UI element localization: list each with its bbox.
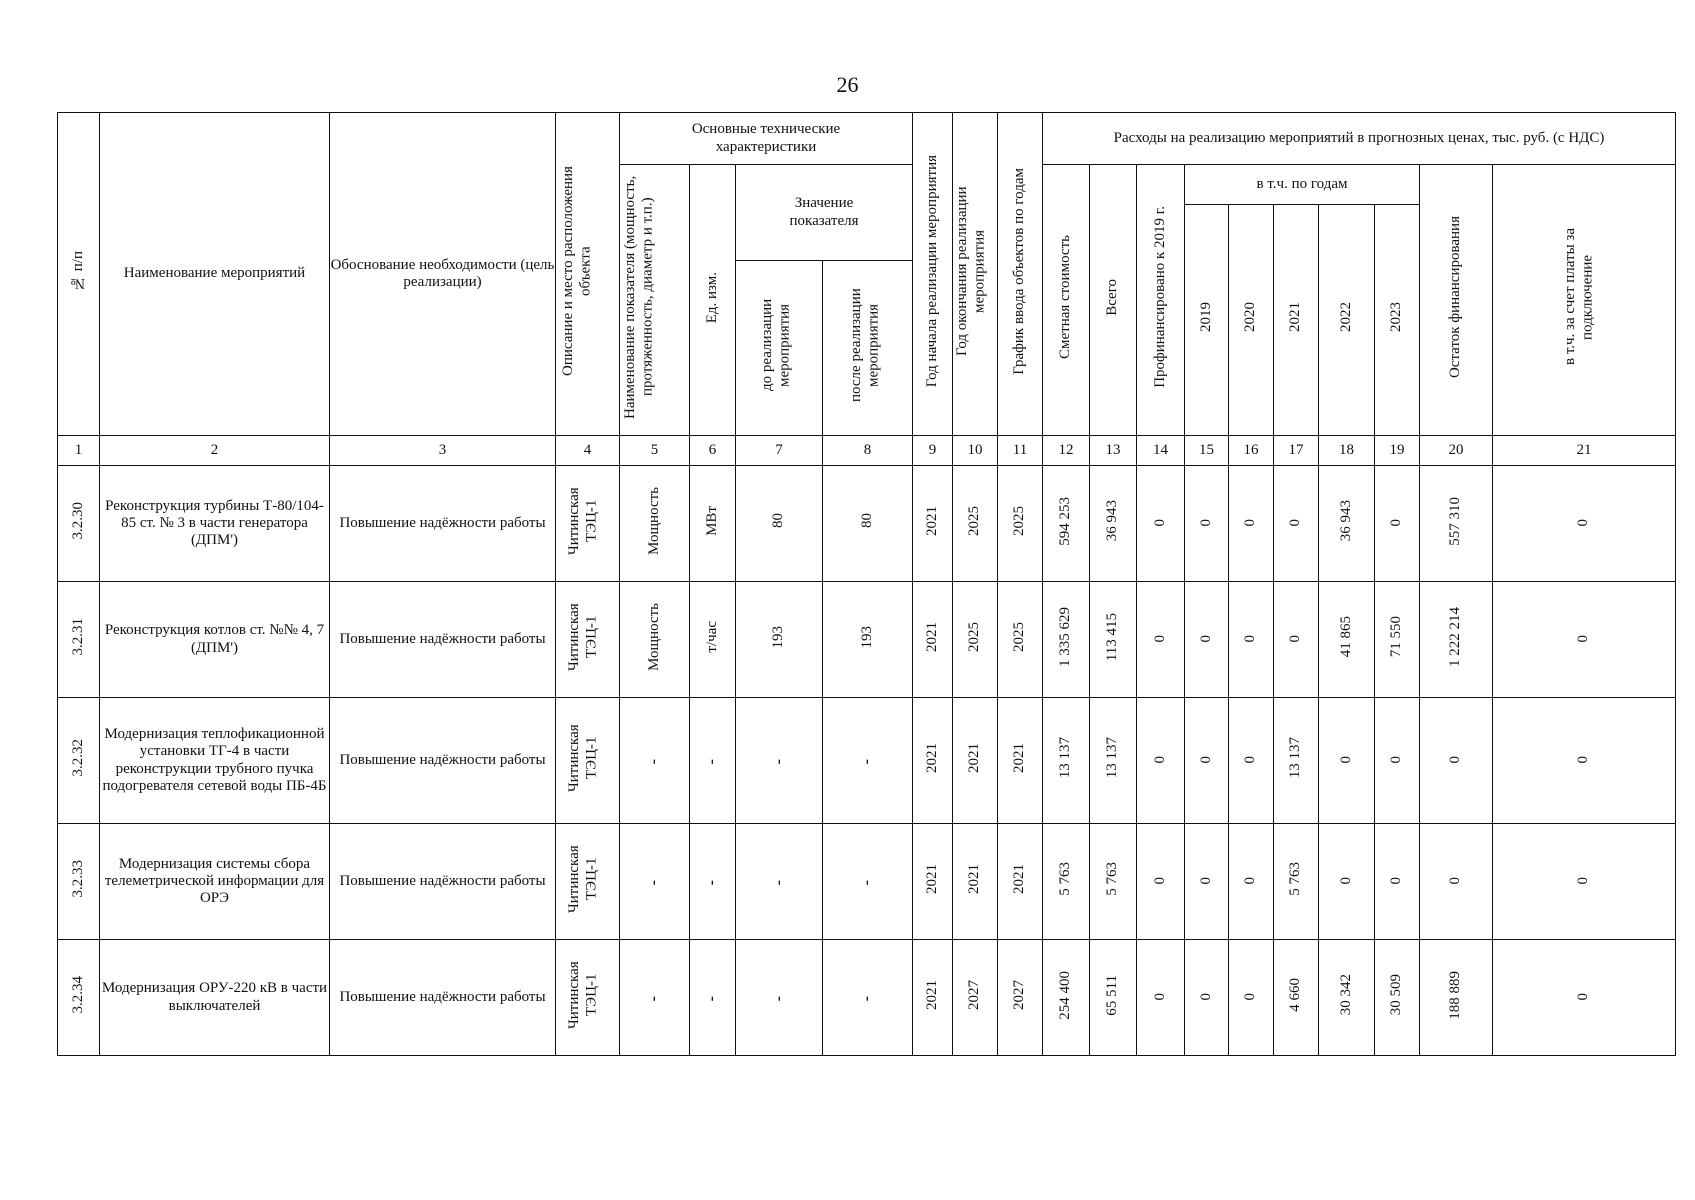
column-number: 3 (330, 436, 556, 466)
funded-before-2019: 0 (1137, 698, 1185, 824)
column-number: 16 (1229, 436, 1274, 466)
end-year: 2021 (953, 698, 998, 824)
event-location: Читинская ТЭЦ-1 (556, 698, 620, 824)
header-reason: Обоснование необходимости (цель реализации) (330, 113, 556, 436)
estimate-cost: 1 335 629 (1043, 582, 1090, 698)
connection-fee-share: 0 (1493, 940, 1676, 1056)
table-row (58, 698, 1676, 824)
column-number: 7 (736, 436, 823, 466)
cost-2023: 0 (1375, 466, 1420, 582)
estimate-cost: 254 400 (1043, 940, 1090, 1056)
remaining-funding: 557 310 (1420, 466, 1493, 582)
table-row (58, 582, 1676, 698)
column-number: 10 (953, 436, 998, 466)
indicator-name: - (620, 824, 690, 940)
event-reason: Повышение надёжности работы (330, 582, 556, 698)
cost-2019: 0 (1185, 824, 1229, 940)
cost-2019: 0 (1185, 466, 1229, 582)
cost-2021: 0 (1274, 466, 1319, 582)
funded-before-2019: 0 (1137, 824, 1185, 940)
event-location: Читинская ТЭЦ-1 (556, 466, 620, 582)
column-number: 4 (556, 436, 620, 466)
event-location: Читинская ТЭЦ-1 (556, 940, 620, 1056)
row-number: 3.2.34 (58, 940, 100, 1056)
indicator-unit: - (690, 698, 736, 824)
cost-2023: 30 509 (1375, 940, 1420, 1056)
row-number: 3.2.30 (58, 466, 100, 582)
header-year-2023: 2023 (1375, 205, 1420, 436)
cost-2021: 13 137 (1274, 698, 1319, 824)
remaining-funding: 1 222 214 (1420, 582, 1493, 698)
value-after: - (823, 940, 913, 1056)
end-year: 2027 (953, 940, 998, 1056)
header-indicator: Наименование показателя (мощность, протяженность, диаметр и т.п.) (620, 165, 690, 436)
indicator-name: Мощность (620, 582, 690, 698)
indicator-unit: МВт (690, 466, 736, 582)
cost-2022: 0 (1319, 698, 1375, 824)
header-tech-group: Основные технические характеристики (620, 113, 913, 165)
column-number: 12 (1043, 436, 1090, 466)
event-reason: Повышение надёжности работы (330, 824, 556, 940)
event-name: Модернизация системы сбора телеметрической информации для ОРЭ (100, 824, 330, 940)
column-number: 14 (1137, 436, 1185, 466)
remaining-funding: 0 (1420, 824, 1493, 940)
connection-fee-share: 0 (1493, 824, 1676, 940)
column-number: 13 (1090, 436, 1137, 466)
end-year: 2025 (953, 466, 998, 582)
investment-table (57, 112, 1676, 1056)
header-year-2021: 2021 (1274, 205, 1319, 436)
value-before: 80 (736, 466, 823, 582)
indicator-unit: т/час (690, 582, 736, 698)
header-estimate: Сметная стоимость (1043, 165, 1090, 436)
column-number: 21 (1493, 436, 1676, 466)
header-remainder: Остаток финансирования (1420, 165, 1493, 436)
column-number: 9 (913, 436, 953, 466)
funded-before-2019: 0 (1137, 582, 1185, 698)
header-year-2022: 2022 (1319, 205, 1375, 436)
header-start-year: Год начала реализации мероприятия (913, 113, 953, 436)
event-reason: Повышение надёжности работы (330, 698, 556, 824)
column-number: 15 (1185, 436, 1229, 466)
column-number: 17 (1274, 436, 1319, 466)
value-before: - (736, 698, 823, 824)
header-location: Описание и место расположения объекта (556, 113, 620, 436)
value-before: 193 (736, 582, 823, 698)
header-num: № п/п (58, 113, 100, 436)
cost-2022: 41 865 (1319, 582, 1375, 698)
header-year-2020: 2020 (1229, 205, 1274, 436)
column-number: 18 (1319, 436, 1375, 466)
header-year-2019: 2019 (1185, 205, 1229, 436)
value-before: - (736, 824, 823, 940)
header-connection: в т.ч. за счет платы за подключение (1493, 165, 1676, 436)
start-year: 2021 (913, 698, 953, 824)
connection-fee-share: 0 (1493, 466, 1676, 582)
remaining-funding: 188 889 (1420, 940, 1493, 1056)
row-number: 3.2.32 (58, 698, 100, 824)
end-year: 2021 (953, 824, 998, 940)
total-cost: 113 415 (1090, 582, 1137, 698)
row-number: 3.2.31 (58, 582, 100, 698)
column-number: 20 (1420, 436, 1493, 466)
value-after: 80 (823, 466, 913, 582)
cost-2021: 5 763 (1274, 824, 1319, 940)
header-cost-group: Расходы на реализацию мероприятий в прогнозных ценах, тыс. руб. (с НДС) (1043, 113, 1676, 165)
cost-2022: 0 (1319, 824, 1375, 940)
estimate-cost: 13 137 (1043, 698, 1090, 824)
event-reason: Повышение надёжности работы (330, 466, 556, 582)
indicator-unit: - (690, 940, 736, 1056)
remaining-funding: 0 (1420, 698, 1493, 824)
header-after: после реализации мероприятия (823, 261, 913, 436)
schedule-year: 2021 (998, 824, 1043, 940)
header-years-group: в т.ч. по годам (1185, 165, 1420, 205)
event-name: Реконструкция котлов ст. №№ 4, 7 (ДПМ') (100, 582, 330, 698)
cost-2020: 0 (1229, 698, 1274, 824)
connection-fee-share: 0 (1493, 582, 1676, 698)
cost-2021: 4 660 (1274, 940, 1319, 1056)
table-body (58, 466, 1676, 1056)
event-name: Реконструкция турбины Т-80/104-85 ст. № 3 в части генератора (ДПМ') (100, 466, 330, 582)
event-reason: Повышение надёжности работы (330, 940, 556, 1056)
cost-2022: 36 943 (1319, 466, 1375, 582)
schedule-year: 2025 (998, 466, 1043, 582)
column-number: 19 (1375, 436, 1420, 466)
header-name: Наименование мероприятий (100, 113, 330, 436)
indicator-name: - (620, 940, 690, 1056)
cost-2023: 0 (1375, 698, 1420, 824)
header-unit: Ед. изм. (690, 165, 736, 436)
start-year: 2021 (913, 824, 953, 940)
cost-2020: 0 (1229, 940, 1274, 1056)
start-year: 2021 (913, 940, 953, 1056)
connection-fee-share: 0 (1493, 698, 1676, 824)
event-location: Читинская ТЭЦ-1 (556, 824, 620, 940)
column-number: 6 (690, 436, 736, 466)
cost-2019: 0 (1185, 582, 1229, 698)
estimate-cost: 594 253 (1043, 466, 1090, 582)
column-number: 5 (620, 436, 690, 466)
indicator-name: Мощность (620, 466, 690, 582)
column-number: 1 (58, 436, 100, 466)
header-value-group: Значение показателя (736, 165, 913, 261)
indicator-name: - (620, 698, 690, 824)
value-after: - (823, 824, 913, 940)
total-cost: 36 943 (1090, 466, 1137, 582)
funded-before-2019: 0 (1137, 466, 1185, 582)
column-number: 11 (998, 436, 1043, 466)
cost-2019: 0 (1185, 940, 1229, 1056)
cost-2020: 0 (1229, 466, 1274, 582)
cost-2023: 0 (1375, 824, 1420, 940)
event-location: Читинская ТЭЦ-1 (556, 582, 620, 698)
total-cost: 5 763 (1090, 824, 1137, 940)
header-total: Всего (1090, 165, 1137, 436)
estimate-cost: 5 763 (1043, 824, 1090, 940)
header-before: до реализации мероприятия (736, 261, 823, 436)
table-row (58, 940, 1676, 1056)
table-row (58, 824, 1676, 940)
row-number: 3.2.33 (58, 824, 100, 940)
start-year: 2021 (913, 582, 953, 698)
column-number: 8 (823, 436, 913, 466)
schedule-year: 2021 (998, 698, 1043, 824)
indicator-unit: - (690, 824, 736, 940)
cost-2020: 0 (1229, 824, 1274, 940)
page-number: 26 (836, 72, 859, 97)
cost-2019: 0 (1185, 698, 1229, 824)
header-schedule: График ввода объектов по годам (998, 113, 1043, 436)
event-name: Модернизация теплофикационной установки ТГ-4 в части реконструкции трубного пучка подогревателя сетевой воды ПБ-4Б (100, 698, 330, 824)
total-cost: 13 137 (1090, 698, 1137, 824)
value-after: 193 (823, 582, 913, 698)
cost-2021: 0 (1274, 582, 1319, 698)
cost-2020: 0 (1229, 582, 1274, 698)
table-row (58, 466, 1676, 582)
header-end-year: Год окончания реализации мероприятия (953, 113, 998, 436)
end-year: 2025 (953, 582, 998, 698)
cost-2023: 71 550 (1375, 582, 1420, 698)
funded-before-2019: 0 (1137, 940, 1185, 1056)
schedule-year: 2027 (998, 940, 1043, 1056)
value-after: - (823, 698, 913, 824)
start-year: 2021 (913, 466, 953, 582)
header-row-1 (58, 113, 1676, 165)
header-funded: Профинансировано к 2019 г. (1137, 165, 1185, 436)
cost-2022: 30 342 (1319, 940, 1375, 1056)
value-before: - (736, 940, 823, 1056)
schedule-year: 2025 (998, 582, 1043, 698)
total-cost: 65 511 (1090, 940, 1137, 1056)
column-number-row (58, 436, 1676, 466)
column-number: 2 (100, 436, 330, 466)
event-name: Модернизация ОРУ-220 кВ в части выключателей (100, 940, 330, 1056)
